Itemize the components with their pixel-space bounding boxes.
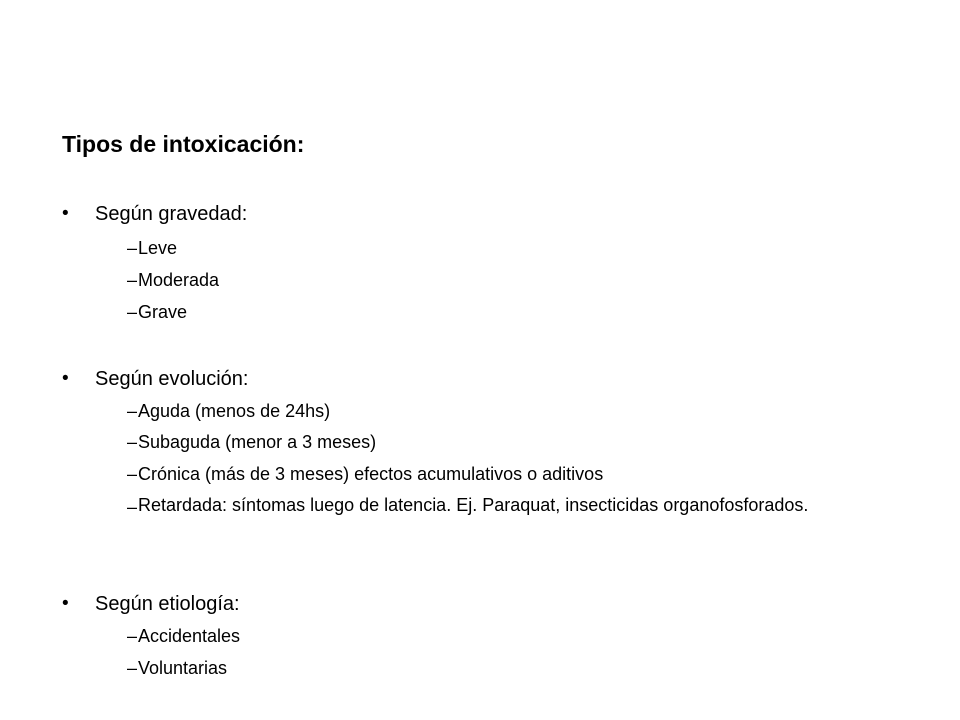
dash-glyph: – bbox=[127, 497, 138, 517]
dash-glyph: – bbox=[127, 464, 138, 484]
sub-item bbox=[127, 622, 927, 650]
dash-glyph: – bbox=[127, 270, 138, 290]
sub-item-text: Grave bbox=[138, 302, 188, 322]
sub-item-text: Aguda (menos de 24hs) bbox=[138, 401, 331, 421]
sub-item-text: Subaguda (menor a 3 meses) bbox=[138, 432, 377, 452]
sub-item-text: Accidentales bbox=[138, 626, 241, 646]
bullet-heading: Según etiología: bbox=[95, 593, 240, 615]
bullet-item-gravedad bbox=[62, 200, 922, 228]
bullet-glyph: • bbox=[62, 593, 69, 614]
sub-item bbox=[127, 493, 927, 549]
bullet-heading: Según evolución: bbox=[95, 368, 249, 390]
sub-item-text: Voluntarias bbox=[138, 658, 228, 678]
sub-item bbox=[127, 298, 927, 326]
bullet-glyph: • bbox=[62, 368, 69, 389]
sub-item bbox=[127, 428, 927, 456]
sub-item bbox=[127, 460, 927, 488]
sub-item bbox=[127, 266, 927, 294]
bullet-item-evolucion bbox=[62, 365, 922, 393]
sub-item bbox=[127, 654, 927, 682]
bullet-heading: Según gravedad: bbox=[95, 203, 248, 225]
slide-title: Tipos de intoxicación: bbox=[62, 131, 305, 157]
sub-item-text: Leve bbox=[138, 238, 178, 258]
dash-glyph: – bbox=[127, 302, 138, 322]
dash-glyph: – bbox=[127, 401, 138, 421]
sub-item-text: Moderada bbox=[138, 270, 220, 290]
sub-item-text: Retardada: síntomas luego de latencia. Ej. Paraquat, insecticidas organofosforados. bbox=[138, 495, 809, 515]
sub-item-text: Crónica (más de 3 meses) efectos acumulativos o aditivos bbox=[138, 464, 604, 484]
dash-glyph: – bbox=[127, 432, 138, 452]
bullet-item-etiologia bbox=[62, 590, 922, 618]
dash-glyph: – bbox=[127, 238, 138, 258]
dash-glyph: – bbox=[127, 658, 138, 678]
bullet-glyph: • bbox=[62, 203, 69, 224]
dash-glyph: – bbox=[127, 626, 138, 646]
sub-item bbox=[127, 234, 927, 262]
sub-item bbox=[127, 397, 927, 425]
